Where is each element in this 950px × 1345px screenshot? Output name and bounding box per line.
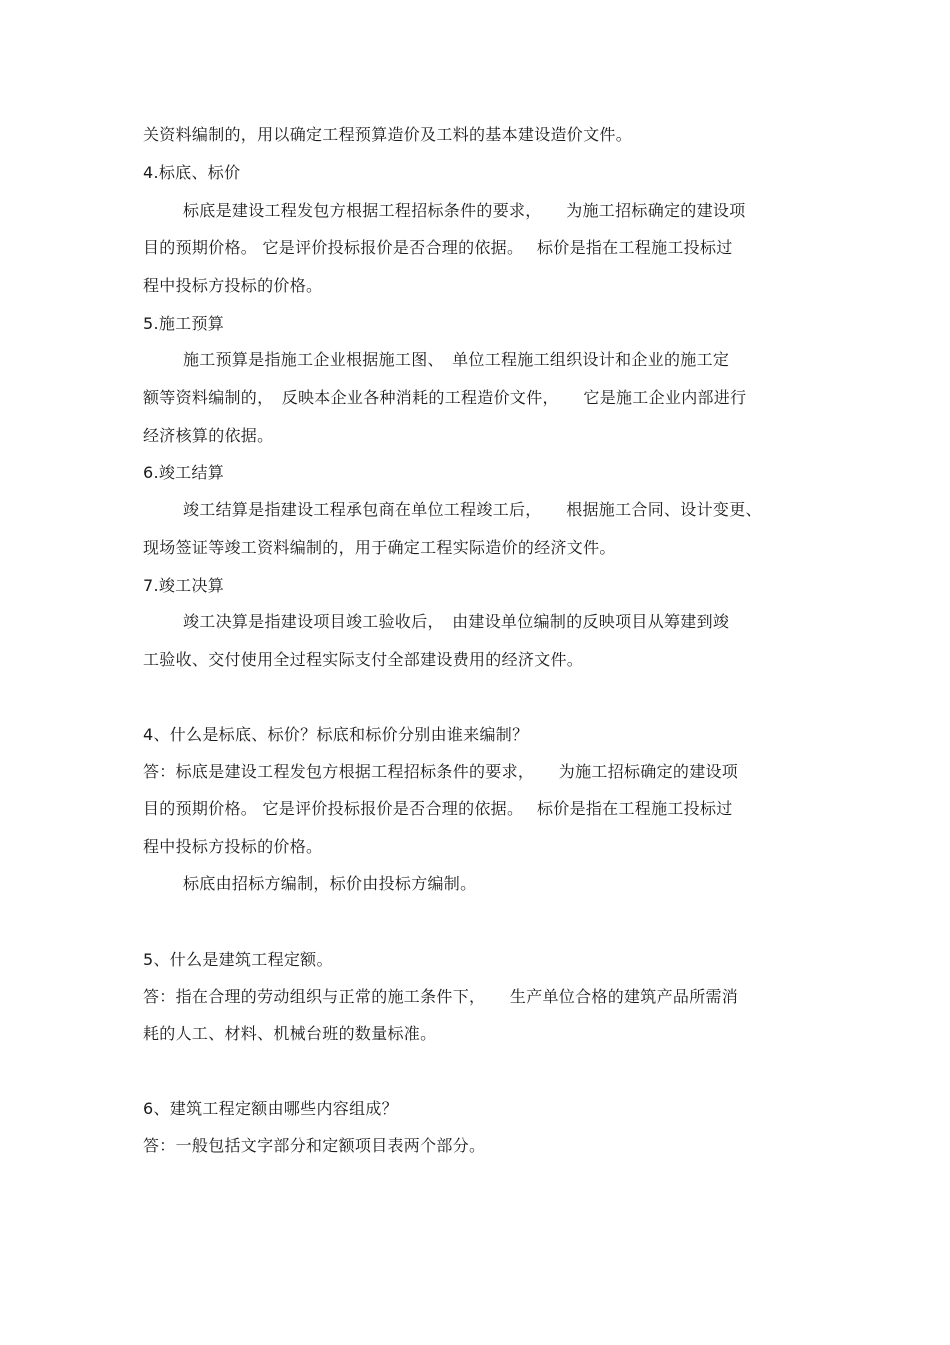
text-line: 程中投标方投标的价格。 [143,276,323,295]
question-heading: 5、什么是建筑工程定额。 [143,950,333,969]
text-line: 施工预算是指施工企业根据施工图、 单位工程施工组织设计和企业的施工定 [183,350,730,369]
section-heading: 6.竣工结算 [143,463,225,482]
section-heading: 7.竣工决算 [143,576,225,595]
answer-line: 耗的人工、材料、机械台班的数量标准。 [143,1024,437,1043]
answer-line: 答：一般包括文字部分和定额项目表两个部分。 [143,1136,486,1155]
answer-line: 答：标底是建设工程发包方根据工程招标条件的要求， 为施工招标确定的建设项 [143,762,739,781]
text-line: 目的预期价格。 它是评价投标报价是否合理的依据。 标价是指在工程施工投标过 [143,238,733,257]
answer-line: 答：指在合理的劳动组织与正常的施工条件下， 生产单位合格的建筑产品所需消 [143,987,739,1006]
text-line: 竣工结算是指建设工程承包商在单位工程竣工后， 根据施工合同、设计变更、 [183,500,762,519]
text-line: 标底是建设工程发包方根据工程招标条件的要求， 为施工招标确定的建设项 [183,201,746,220]
section-heading: 5.施工预算 [143,314,225,333]
text-line: 经济核算的依据。 [143,426,274,445]
text-line: 工验收、交付使用全过程实际支付全部建设费用的经济文件。 [143,650,584,669]
text-line: 关资料编制的，用以确定工程预算造价及工料的基本建设造价文件。 [143,125,633,144]
text-line: 竣工决算是指建设项目竣工验收后， 由建设单位编制的反映项目从筹建到竣 [183,612,730,631]
question-heading: 4、什么是标底、标价？标底和标价分别由谁来编制？ [143,725,529,744]
answer-line: 标底由招标方编制，标价由投标方编制。 [183,874,477,893]
text-line: 额等资料编制的， 反映本企业各种消耗的工程造价文件， 它是施工企业内部进行 [143,388,747,407]
answer-line: 程中投标方投标的价格。 [143,837,323,856]
text-line: 现场签证等竣工资料编制的，用于确定工程实际造价的经济文件。 [143,538,616,557]
section-heading: 4.标底、标价 [143,163,241,182]
answer-line: 目的预期价格。 它是评价投标报价是否合理的依据。 标价是指在工程施工投标过 [143,799,733,818]
question-heading: 6、建筑工程定额由哪些内容组成？ [143,1099,398,1118]
